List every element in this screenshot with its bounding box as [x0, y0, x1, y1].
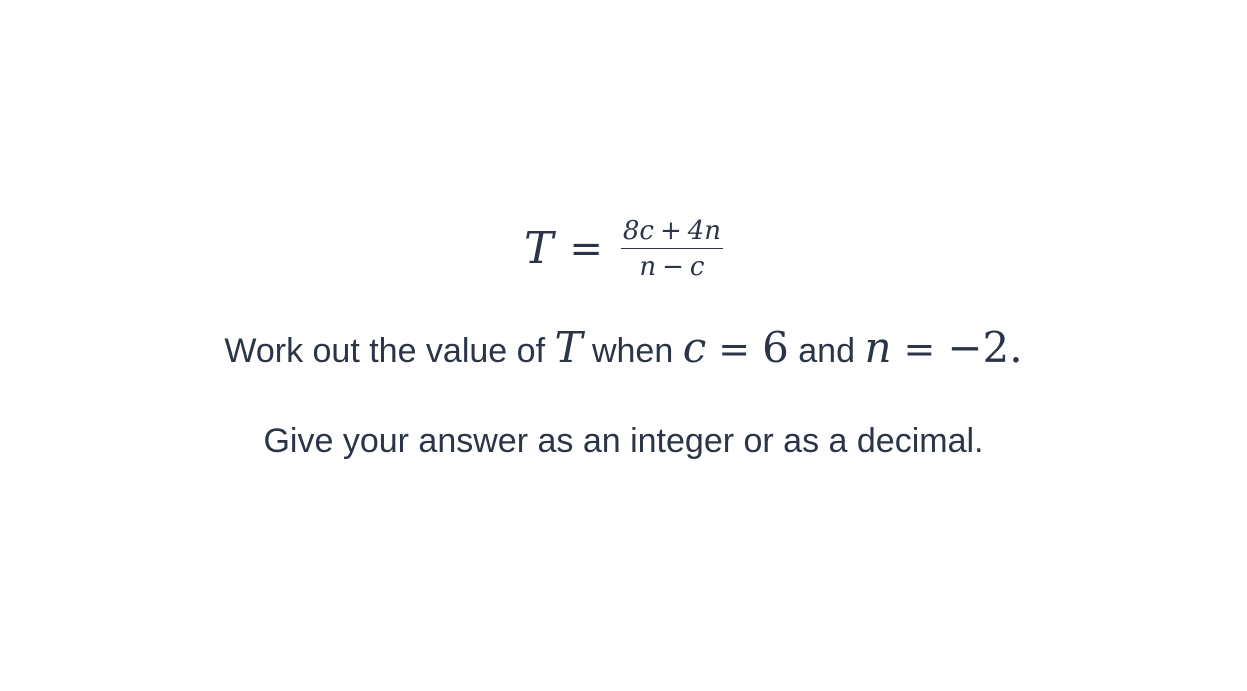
- question-equals-1: =: [718, 327, 751, 371]
- question-prefix: Work out the value of: [224, 332, 546, 370]
- fraction-numerator: [621, 215, 723, 248]
- question-var-t: T: [554, 323, 583, 372]
- formula-lhs: T: [523, 223, 554, 274]
- numerator-term-1: 8c: [622, 215, 654, 246]
- question-c-value: 6: [762, 323, 789, 372]
- formula-fraction: [621, 215, 723, 283]
- formula-equals: =: [569, 226, 603, 272]
- denominator-operator: −: [662, 252, 684, 283]
- denominator-term-2: c: [689, 252, 705, 283]
- numerator-operator: +: [659, 215, 682, 246]
- question-var-n: n: [864, 323, 892, 372]
- numerator-term-2: 4n: [687, 215, 722, 246]
- question-period: .: [1009, 323, 1023, 372]
- formula: [0, 214, 1247, 284]
- question-n-value: −2: [947, 323, 1010, 372]
- question-text: [0, 322, 1247, 377]
- denominator-term-1: n: [639, 252, 657, 283]
- question-when: when: [591, 332, 674, 370]
- fraction-denominator: [639, 249, 705, 283]
- question-and: and: [798, 332, 855, 370]
- answer-instruction: Give your answer as an integer or as a decimal.: [263, 422, 984, 460]
- question-var-c: c: [682, 323, 707, 372]
- question-equals-2: =: [903, 327, 936, 371]
